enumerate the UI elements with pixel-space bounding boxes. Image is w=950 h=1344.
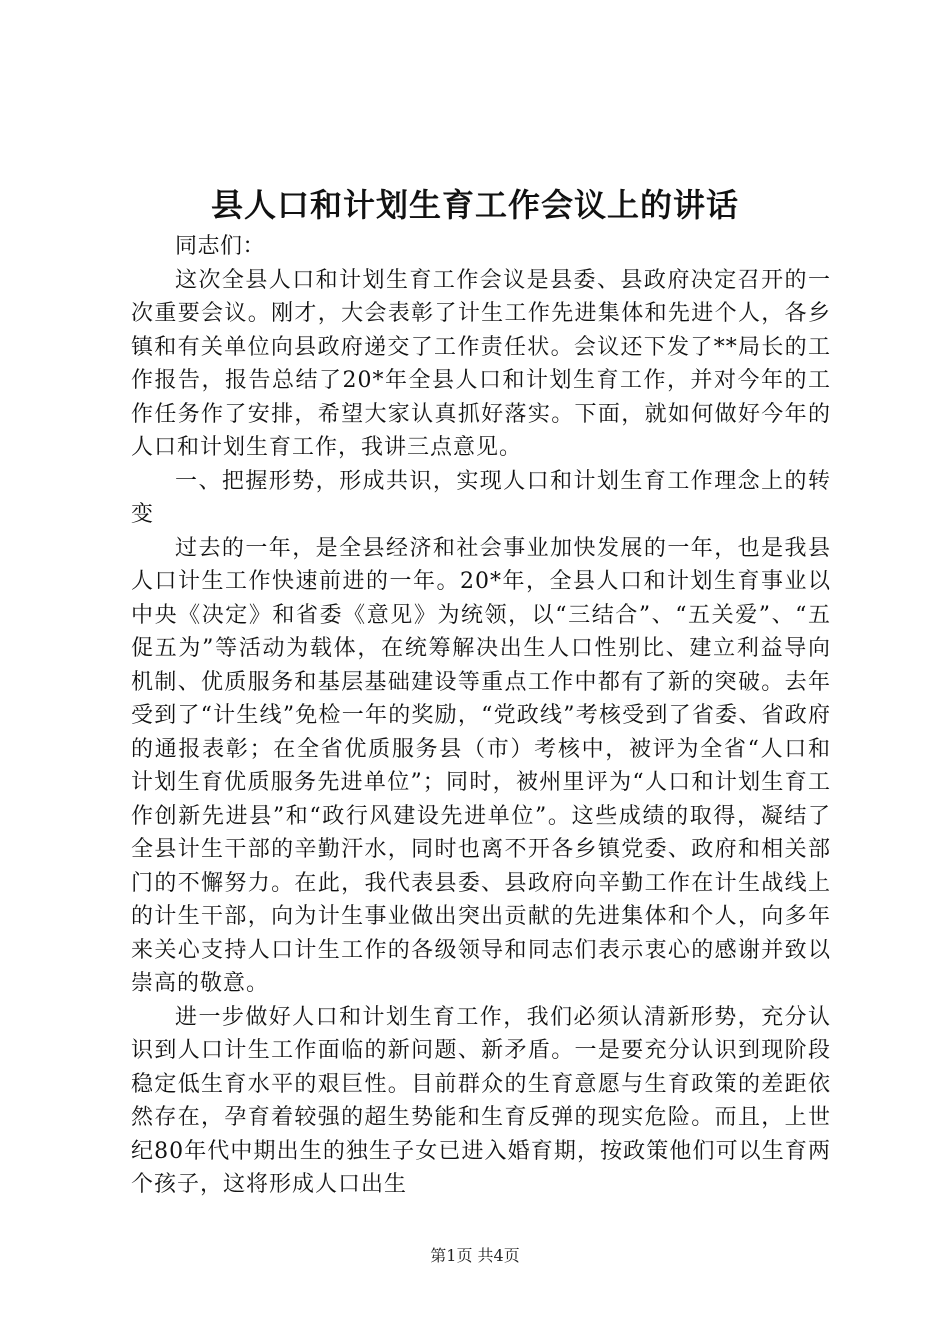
paragraph-intro: 这次全县人口和计划生育工作会议是县委、县政府决定召开的一次重要会议。刚才，大会表彰了计生工作先进集体和先进个人，各乡镇和有关单位向县政府递交了工作责任状。会议还下发了**局长的工作报告，报告总结了20*年全县人口和计划生育工作，并对今年的工作任务作了安排，希望大家认真抓好落实。下面，就如何做好今年的人口和计划生育工作，我讲三点意见。 bbox=[131, 267, 831, 460]
document-body bbox=[131, 230, 831, 1202]
document-title: 县人口和计划生育工作会议上的讲话 bbox=[210, 186, 739, 224]
paragraph-situation: 进一步做好人口和计划生育工作，我们必须认清新形势，充分认识到人口计生工作面临的新问题、新矛盾。一是要充分认识到现阶段稳定低生育水平的艰巨性。目前群众的生育意愿与生育政策的差距依然存在，孕育着较强的超生势能和生育反弹的现实危险。而且，上世纪80年代中期出生的独生子女已进入婚育期，按政策他们可以生育两个孩子，这将形成人口出生 bbox=[131, 1004, 831, 1197]
section-heading-1: 一、把握形势，形成共识，实现人口和计划生育工作理念上的转变 bbox=[131, 468, 831, 527]
page-footer: 第1页 共4页 bbox=[430, 1246, 520, 1265]
paragraph-greeting: 同志们： bbox=[175, 234, 266, 259]
paragraph-review: 过去的一年，是全县经济和社会事业加快发展的一年，也是我县人口计生工作快速前进的一年。20*年，全县人口和计划生育事业以中央《决定》和省委《意见》为统领，以“三结合”、“五关爱”、“五促五为”等活动为载体，在统筹解决出生人口性别比、建立利益导向机制、优质服务和基层基础建设等重点工作中都有了新的突破。去年受到了“计生线”免检一年的奖励，“党政线”考核受到了省委、省政府的通报表彰；在全省优质服务县（市）考核中，被评为全省“人口和计划生育优质服务先进单位”；同时，被州里评为“人口和计划生育工作创新先进县”和“政行风建设先进单位”。这些成绩的取得，凝结了全县计生干部的辛勤汗水，同时也离不开各乡镇党委、政府和相关部门的不懈努力。在此，我代表县委、县政府向辛勤工作在计生战线上的计生干部，向为计生事业做出突出贡献的先进集体和个人，向多年来关心支持人口计生工作的各级领导和同志们表示衷心的感谢并致以崇高的敬意。 bbox=[131, 535, 831, 996]
